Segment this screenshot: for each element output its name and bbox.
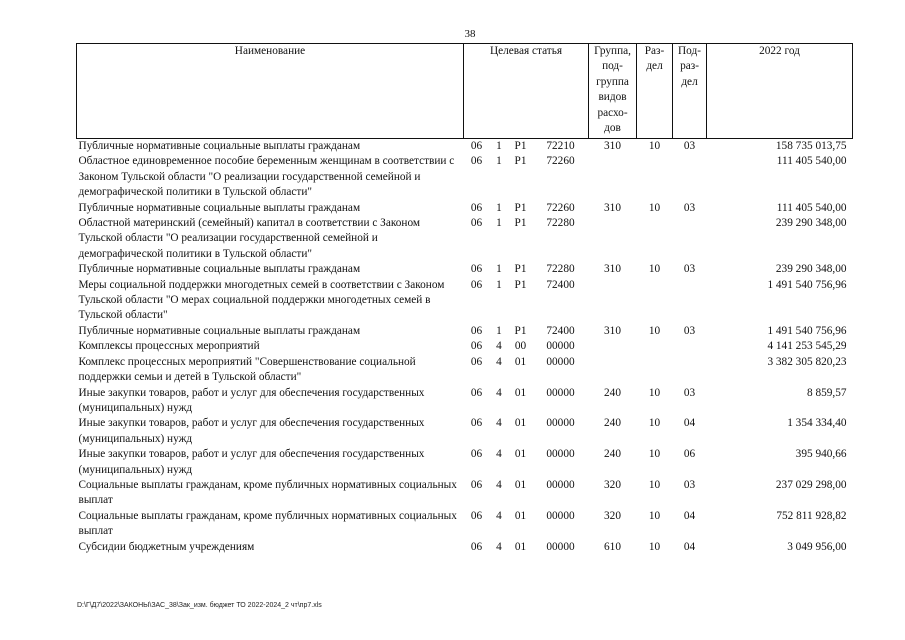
header-section-line: дел xyxy=(646,60,663,73)
row-name: Публичные нормативные социальные выплаты гражданам xyxy=(78,201,361,214)
target-code-direction: 00000 xyxy=(546,478,575,491)
target-code-direction: 72400 xyxy=(546,278,575,291)
header-group xyxy=(589,44,637,139)
target-code-direction: 72260 xyxy=(546,201,575,214)
target-code-subprogram: 4 xyxy=(496,478,502,491)
target-code-event: 01 xyxy=(514,417,527,430)
target-code-direction: 72280 xyxy=(546,217,575,230)
section-code xyxy=(637,355,673,386)
target-code-subprogram: 4 xyxy=(496,355,502,368)
target-code-subprogram: 4 xyxy=(496,509,502,522)
amount-2022: 1 354 334,40 xyxy=(787,417,847,430)
subsection-code xyxy=(673,154,707,200)
amount-2022: 8 859,57 xyxy=(806,386,847,399)
row-name: Меры социальной поддержки многодетных семей в соответствии с Законом Тульской области "О мерах социальной поддержки многодетных семей в Тульской области" xyxy=(78,278,445,322)
target-code-direction: 72210 xyxy=(546,140,575,152)
table-row xyxy=(77,324,853,339)
subsection-code xyxy=(673,339,707,354)
amount-2022: 158 735 013,75 xyxy=(775,140,847,152)
header-name: Наименование xyxy=(77,44,464,139)
row-name: Субсидии бюджетным учреждениям xyxy=(78,540,255,553)
table-row xyxy=(77,478,853,509)
table-row xyxy=(77,509,853,540)
budget-table xyxy=(76,43,853,555)
amount-2022: 237 029 298,00 xyxy=(775,478,847,491)
row-name: Социальные выплаты гражданам, кроме публичных нормативных социальных выплат xyxy=(78,478,457,507)
expense-group: 320 xyxy=(604,509,621,522)
page-number: 38 xyxy=(464,28,476,40)
target-code-event: Р1 xyxy=(514,217,527,230)
section-code: 10 xyxy=(648,417,661,430)
target-code-program: 06 xyxy=(470,324,483,337)
subsection-code xyxy=(673,355,707,386)
header-subsection-line: дел xyxy=(681,75,698,88)
section-code xyxy=(637,339,673,354)
row-name: Публичные нормативные социальные выплаты гражданам xyxy=(78,263,361,276)
header-subsection xyxy=(673,44,707,139)
target-code-direction: 00000 xyxy=(546,540,575,553)
table-row xyxy=(77,416,853,447)
header-group-line: группа xyxy=(596,75,629,88)
header-subsection-line: раз- xyxy=(680,60,699,73)
target-code-event: 00 xyxy=(514,340,527,353)
target-code-subprogram: 1 xyxy=(496,278,502,291)
amount-2022: 3 049 956,00 xyxy=(787,540,847,553)
target-code-event: Р1 xyxy=(514,140,527,152)
target-code-subprogram: 4 xyxy=(496,386,502,399)
subsection-code: 03 xyxy=(683,478,696,491)
table-row xyxy=(77,540,853,555)
expense-group: 240 xyxy=(604,448,621,461)
target-code-event: Р1 xyxy=(514,263,527,276)
target-code-program: 06 xyxy=(470,509,483,522)
amount-2022: 4 141 253 545,29 xyxy=(767,340,847,353)
header-section-line: Раз- xyxy=(644,45,665,57)
row-name: Социальные выплаты гражданам, кроме публичных нормативных социальных выплат xyxy=(78,509,457,538)
expense-group: 310 xyxy=(604,140,621,152)
subsection-code: 03 xyxy=(683,140,696,152)
row-name: Областной материнский (семейный) капитал в соответствии с Законом Тульской области "О реализации государственной семейной и демографической политики в Тульской области" xyxy=(78,217,421,260)
row-name: Областное единовременное пособие беременным женщинам в соответствии с Законом Тульской области "О реализации государственной семейной и демографической политики в Тульской области" xyxy=(78,155,455,199)
row-name: Иные закупки товаров, работ и услуг для обеспечения государственных (муниципальных) нужд xyxy=(78,386,425,414)
amount-2022: 1 491 540 756,96 xyxy=(767,278,847,291)
target-code-subprogram: 1 xyxy=(496,217,502,230)
header-group-line: под- xyxy=(602,60,623,73)
target-code-subprogram: 1 xyxy=(496,324,502,337)
table-row xyxy=(77,386,853,417)
target-code-program: 06 xyxy=(470,386,483,399)
header-subsection-line: Под- xyxy=(678,45,702,57)
section-code: 10 xyxy=(648,386,661,399)
section-code: 10 xyxy=(648,263,661,276)
table-row xyxy=(77,262,853,277)
file-path-footer: D:\Г\Д7\2022\ЗАКОНЫ\ЗАС_38\Зак_изм. бюджет ТО 2022-2024_2 чт\пр7.xls xyxy=(77,602,322,609)
subsection-code: 04 xyxy=(683,509,696,522)
target-code-subprogram: 1 xyxy=(496,263,502,276)
target-code-event: Р1 xyxy=(514,324,527,337)
table-row xyxy=(77,139,853,155)
expense-group xyxy=(589,278,637,324)
expense-group: 240 xyxy=(604,386,621,399)
target-code-program: 06 xyxy=(470,278,483,291)
section-code: 10 xyxy=(648,140,661,152)
amount-2022: 3 382 305 820,23 xyxy=(767,355,847,368)
section-code: 10 xyxy=(648,448,661,461)
header-group-line: дов xyxy=(604,122,621,135)
target-code-subprogram: 1 xyxy=(496,155,502,168)
amount-2022: 239 290 348,00 xyxy=(775,263,847,276)
table-body xyxy=(77,139,853,555)
target-code-subprogram: 4 xyxy=(496,340,502,353)
section-code: 10 xyxy=(648,509,661,522)
table-row xyxy=(77,355,853,386)
table-row xyxy=(77,339,853,354)
subsection-code: 06 xyxy=(683,448,696,461)
table-row xyxy=(77,216,853,262)
amount-2022: 239 290 348,00 xyxy=(775,217,847,230)
target-code-event: Р1 xyxy=(514,201,527,214)
target-code-program: 06 xyxy=(470,201,483,214)
subsection-code xyxy=(673,216,707,262)
target-code-subprogram: 4 xyxy=(496,448,502,461)
target-code-direction: 72260 xyxy=(546,155,575,168)
subsection-code: 04 xyxy=(683,417,696,430)
header-section xyxy=(637,44,673,139)
expense-group: 310 xyxy=(604,324,621,337)
amount-2022: 395 940,66 xyxy=(795,448,847,461)
row-name: Комплекс процессных мероприятий "Совершенствование социальной поддержки семьи и детей в Тульской области" xyxy=(78,355,416,384)
target-code-program: 06 xyxy=(470,263,483,276)
subsection-code xyxy=(673,278,707,324)
table-row xyxy=(77,278,853,324)
expense-group: 310 xyxy=(604,201,621,214)
table-row xyxy=(77,201,853,216)
expense-group: 310 xyxy=(604,263,621,276)
table-header xyxy=(77,44,853,139)
target-code-subprogram: 1 xyxy=(496,201,502,214)
amount-2022: 1 491 540 756,96 xyxy=(767,324,847,337)
expense-group: 610 xyxy=(604,540,621,553)
header-group-line: видов xyxy=(598,91,627,104)
target-code-program: 06 xyxy=(470,478,483,491)
section-code: 10 xyxy=(648,201,661,214)
target-code-direction: 00000 xyxy=(546,417,575,430)
target-code-direction: 00000 xyxy=(546,355,575,368)
subsection-code: 03 xyxy=(683,324,696,337)
target-code-program: 06 xyxy=(470,155,483,168)
section-code xyxy=(637,216,673,262)
target-code-event: 01 xyxy=(514,448,527,461)
header-target: Целевая статья xyxy=(464,44,589,139)
header-group-line: расхо- xyxy=(597,106,628,119)
expense-group: 320 xyxy=(604,478,621,491)
target-code-program: 06 xyxy=(470,417,483,430)
expense-group xyxy=(589,355,637,386)
target-code-subprogram: 4 xyxy=(496,417,502,430)
amount-2022: 752 811 928,82 xyxy=(776,509,847,522)
table-row xyxy=(77,154,853,200)
amount-2022: 111 405 540,00 xyxy=(776,201,847,214)
expense-group xyxy=(589,339,637,354)
amount-2022: 111 405 540,00 xyxy=(776,155,847,168)
row-name: Иные закупки товаров, работ и услуг для обеспечения государственных (муниципальных) нужд xyxy=(78,417,425,445)
subsection-code: 03 xyxy=(683,386,696,399)
section-code xyxy=(637,154,673,200)
target-code-event: 01 xyxy=(514,386,527,399)
target-code-program: 06 xyxy=(470,355,483,368)
target-code-event: 01 xyxy=(514,509,527,522)
row-name: Иные закупки товаров, работ и услуг для обеспечения государственных (муниципальных) нужд xyxy=(78,448,425,476)
target-code-event: Р1 xyxy=(514,155,527,168)
target-code-event: 01 xyxy=(514,540,527,553)
target-code-direction: 00000 xyxy=(546,509,575,522)
target-code-event: 01 xyxy=(514,478,527,491)
target-code-event: Р1 xyxy=(514,278,527,291)
target-code-event: 01 xyxy=(514,355,527,368)
row-name: Публичные нормативные социальные выплаты гражданам xyxy=(78,324,361,337)
target-code-direction: 72280 xyxy=(546,263,575,276)
target-code-direction: 72400 xyxy=(546,324,575,337)
target-code-direction: 00000 xyxy=(546,448,575,461)
target-code-subprogram: 1 xyxy=(496,140,502,152)
target-code-program: 06 xyxy=(470,140,483,152)
section-code: 10 xyxy=(648,540,661,553)
subsection-code: 03 xyxy=(683,263,696,276)
expense-group xyxy=(589,216,637,262)
target-code-direction: 00000 xyxy=(546,340,575,353)
target-code-program: 06 xyxy=(470,448,483,461)
target-code-subprogram: 4 xyxy=(496,540,502,553)
section-code: 10 xyxy=(648,324,661,337)
expense-group xyxy=(589,154,637,200)
target-code-program: 06 xyxy=(470,217,483,230)
section-code: 10 xyxy=(648,478,661,491)
target-code-direction: 00000 xyxy=(546,386,575,399)
row-name: Комплексы процессных мероприятий xyxy=(78,340,260,353)
target-code-program: 06 xyxy=(470,540,483,553)
row-name: Публичные нормативные социальные выплаты гражданам xyxy=(78,140,361,152)
subsection-code: 04 xyxy=(683,540,696,553)
expense-group: 240 xyxy=(604,417,621,430)
header-year: 2022 год xyxy=(707,44,853,139)
header-group-line: Группа, xyxy=(594,45,631,57)
section-code xyxy=(637,278,673,324)
table-row xyxy=(77,447,853,478)
target-code-program: 06 xyxy=(470,340,483,353)
subsection-code: 03 xyxy=(683,201,696,214)
